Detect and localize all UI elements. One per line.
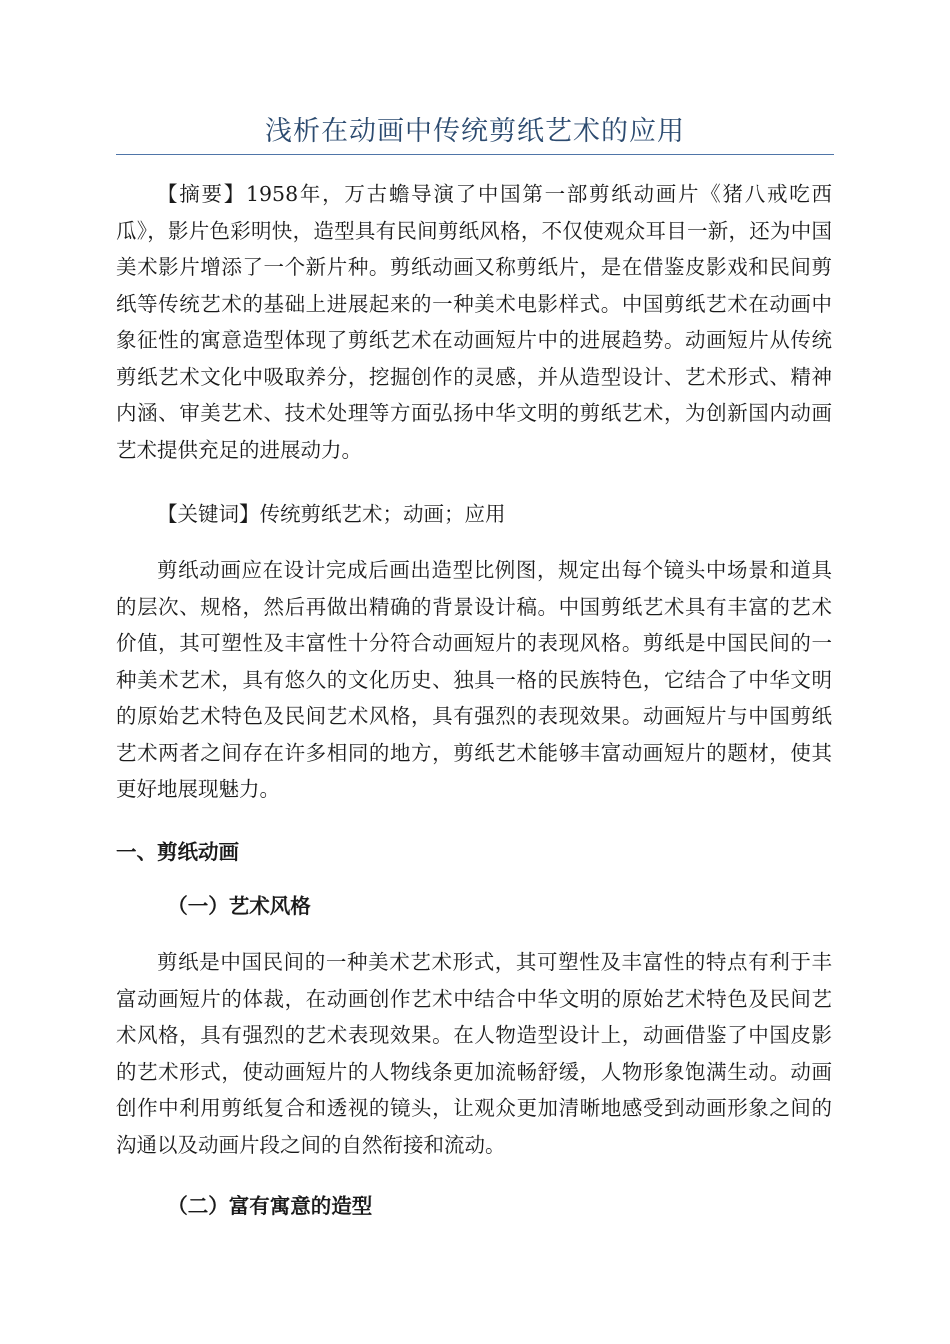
document-title: 浅析在动画中传统剪纸艺术的应用: [265, 116, 685, 147]
keywords-line: 【关键词】传统剪纸艺术；动画；应用: [157, 502, 506, 526]
subsection-heading-2: （二）富有寓意的造型: [167, 1194, 373, 1218]
subsection-1-paragraph: 剪纸是中国民间的一种美术艺术形式，其可塑性及丰富性的特点有利于丰富动画短片的体裁，在动画创作艺术中结合中华文明的原始艺术特色及民间艺术风格，具有强烈的艺术表现效果。在人物造型设计上，动画借鉴了中国皮影的艺术形式，使动画短片的人物线条更加流畅舒缓，人物形象饱满生动。动画创作中利用剪纸复合和透视的镜头，让观众更加清晰地感受到动画形象之间的沟通以及动画片段之间的自然衔接和流动。: [116, 950, 832, 1157]
section-heading-1: 一、剪纸动画: [116, 840, 239, 864]
subsection-heading-1: （一）艺术风格: [167, 894, 311, 918]
title-underline-rule: [116, 154, 834, 155]
abstract-paragraph: 【摘要】1958年，万古蟾导演了中国第一部剪纸动画片《猪八戒吃西瓜》，影片色彩明快，造型具有民间剪纸风格，不仅使观众耳目一新，还为中国美术影片增添了一个新片种。剪纸动画又称剪纸片，是在借鉴皮影戏和民间剪纸等传统艺术的基础上进展起来的一种美术电影样式。中国剪纸艺术在动画中象征性的寓意造型体现了剪纸艺术在动画短片中的进展趋势。动画短片从传统剪纸艺术文化中吸取养分，挖掘创作的灵感，并从造型设计、艺术形式、精神内涵、审美艺术、技术处理等方面弘扬中华文明的剪纸艺术，为创新国内动画艺术提供充足的进展动力。: [116, 182, 832, 462]
intro-paragraph: 剪纸动画应在设计完成后画出造型比例图，规定出每个镜头中场景和道具的层次、规格，然后再做出精确的背景设计稿。中国剪纸艺术具有丰富的艺术价值，其可塑性及丰富性十分符合动画短片的表现风格。剪纸是中国民间的一种美术艺术，具有悠久的文化历史、独具一格的民族特色，它结合了中华文明的原始艺术特色及民间艺术风格，具有强烈的表现效果。动画短片与中国剪纸艺术两者之间存在许多相同的地方，剪纸艺术能够丰富动画短片的题材，使其更好地展现魅力。: [116, 558, 832, 801]
